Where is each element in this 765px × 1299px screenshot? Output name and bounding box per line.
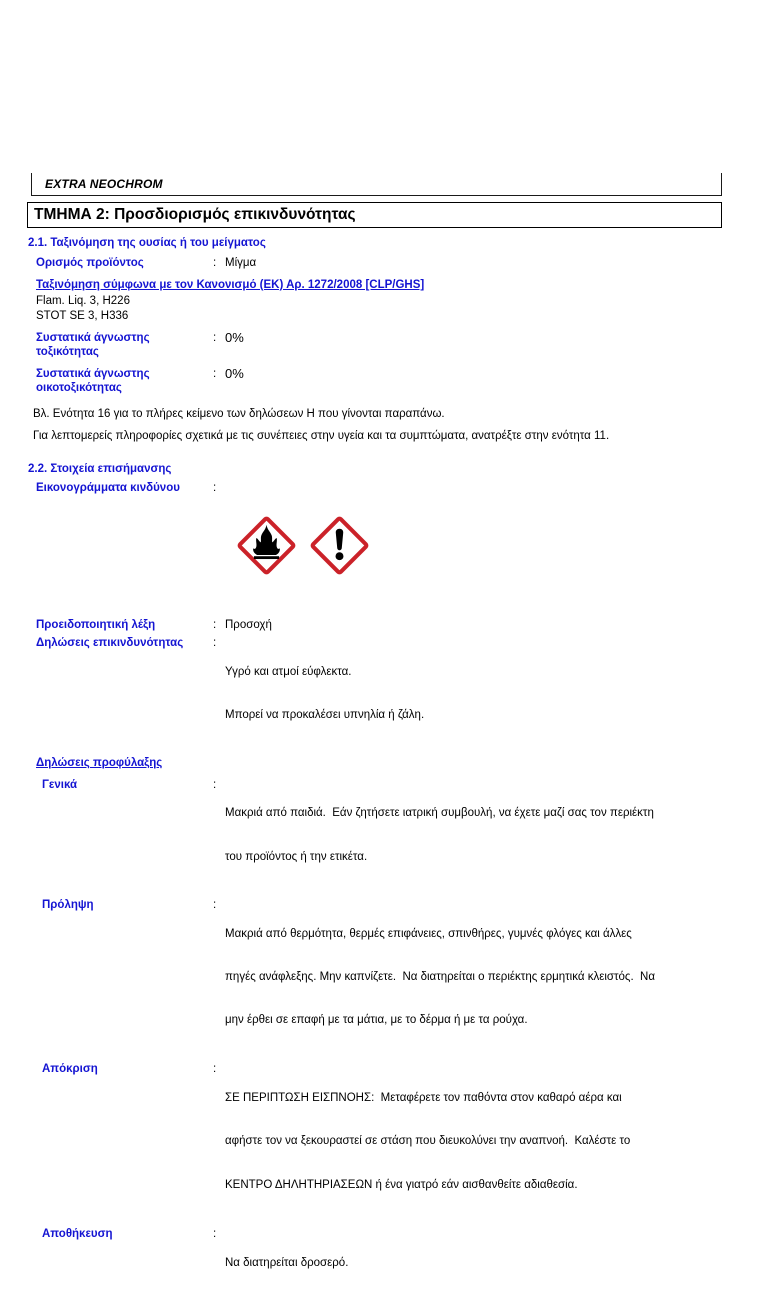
heading-2-1: 2.1. Ταξινόμηση της ουσίας ή του μείγματος: [28, 237, 266, 249]
precautionary-line: Να διατηρείται δροσερό.: [225, 1256, 349, 1269]
precautionary-general-label: Γενικά: [42, 778, 78, 791]
precautionary-general-value: [225, 778, 722, 893]
precautionary-response-label: Απόκριση: [42, 1063, 98, 1076]
unknown-toxicity-row: [28, 331, 722, 360]
hazard-pictograms-row: [28, 481, 722, 606]
colon: :: [213, 257, 217, 270]
precautionary-response-value: [225, 1062, 722, 1220]
heading-2-2: 2.2. Στοιχεία επισήμανσης: [28, 463, 172, 476]
precautionary-prevention-label: Πρόληψη: [42, 898, 94, 911]
hazard-pictograms: [225, 481, 722, 606]
hazard-class-line: STOT SE 3, H336: [36, 309, 129, 322]
colon: :: [213, 778, 217, 791]
precautionary-line: ΚΕΝΤΡΟ ΔΗΛΗΤΗΡΙΑΣΕΩΝ ή ένα γιατρό εάν αισθανθείτε αδιαθεσία.: [225, 1178, 578, 1191]
precautionary-line: ΣΕ ΠΕΡΙΠΤΩΣΗ ΕΙΣΠΝΟΗΣ: Μεταφέρετε τον παθόντα στον καθαρό αέρα και: [225, 1092, 622, 1105]
hazard-class-line: Flam. Liq. 3, H226: [36, 295, 130, 308]
unknown-ecotoxicity-value: 0%: [225, 365, 244, 381]
product-definition-label: Ορισμός προϊόντος: [36, 257, 144, 270]
precautionary-prevention-value: [225, 898, 722, 1056]
colon: :: [213, 1063, 217, 1076]
unknown-toxicity-label: Συστατικά άγνωστης τοξικότητας: [36, 332, 150, 359]
colon: :: [213, 898, 217, 911]
precautionary-prevention-row: [28, 898, 722, 1056]
hazard-statement-line: Μπορεί να προκαλέσει υπνηλία ή ζάλη.: [225, 708, 425, 721]
running-header: [31, 173, 722, 196]
clp-classification-heading: Ταξινόμηση σύμφωνα με τον Κανονισμό (ΕΚ) Αρ. 1272/2008 [CLP/GHS]: [36, 278, 425, 291]
section-title-box: [27, 202, 722, 228]
product-definition-row: [28, 256, 722, 270]
note-h-statements: Βλ. Ενότητα 16 για το πλήρες κείμενο των δηλώσεων H που γίνονται παραπάνω.: [33, 407, 445, 420]
hazard-statement-line: Υγρό και ατμοί εύφλεκτα.: [225, 665, 352, 678]
colon: :: [213, 332, 217, 345]
unknown-ecotoxicity-label: Συστατικά άγνωστης οικοτοξικότητας: [36, 367, 150, 395]
precautionary-line: Μακριά από θερμότητα, θερμές επιφάνειες, σπινθήρες, γυμνές φλόγες και άλλες: [225, 927, 632, 940]
product-definition-value: Μίγμα: [225, 257, 257, 270]
section-title: ΤΜΗΜΑ 2: Προσδιορισμός επικινδυνότητας: [34, 206, 356, 223]
precautionary-line: Μακριά από παιδιά. Εάν ζητήσετε ιατρική συμβουλή, να έχετε μαζί σας τον περιέκτη: [225, 807, 654, 820]
colon: :: [213, 636, 217, 649]
precautionary-line: μην έρθει σε επαφή με τα μάτια, με το δέρμα ή με τα ρούχα.: [225, 1014, 528, 1027]
colon: :: [213, 1227, 217, 1240]
precautionary-storage-value: [225, 1227, 722, 1299]
colon: :: [213, 367, 217, 380]
precautionary-line: πηγές ανάφλεξης. Μην καπνίζετε. Να διατηρείται ο περιέκτης ερμητικά κλειστός. Να: [225, 970, 655, 983]
note-details: Για λεπτομερείς πληροφορίες σχετικά με τις συνέπειες στην υγεία και τα συμπτώματα, ανατρέξτε στην ενότητα 11.: [33, 430, 610, 443]
signal-word-row: [28, 618, 722, 632]
precautionary-heading: Δηλώσεις προφύλαξης: [36, 757, 163, 770]
hazard-statements-value: [225, 636, 722, 751]
hazard-class-list: [28, 294, 722, 323]
hazard-pictograms-label: Εικονογράμματα κινδύνου: [36, 481, 180, 494]
product-name: EXTRA NEOCHROM: [45, 177, 163, 191]
unknown-ecotoxicity-row: [28, 367, 722, 396]
precautionary-storage-label: Αποθήκευση: [42, 1227, 113, 1240]
pictogram-strip: [235, 514, 722, 577]
flame-icon: [235, 514, 298, 577]
precautionary-general-row: [28, 778, 722, 893]
precautionary-response-row: [28, 1062, 722, 1220]
hazard-statements-label: Δηλώσεις επικινδυνότητας: [36, 636, 184, 649]
exclamation-mark-icon: [308, 514, 371, 577]
precautionary-line: του προϊόντος ή την ετικέτα.: [225, 850, 368, 863]
precautionary-line: αφήστε τον να ξεκουραστεί σε στάση που διευκολύνει την αναπνοή. Καλέστε το: [225, 1135, 631, 1148]
colon: :: [213, 618, 217, 631]
precautionary-storage-row: [28, 1227, 722, 1299]
hazard-statements-row: [28, 636, 722, 751]
signal-word-value: Προσοχή: [225, 618, 272, 631]
signal-word-label: Προειδοποιητική λέξη: [36, 618, 156, 631]
colon: :: [213, 481, 217, 494]
unknown-toxicity-value: 0%: [225, 330, 244, 346]
section-content: [28, 236, 722, 1299]
